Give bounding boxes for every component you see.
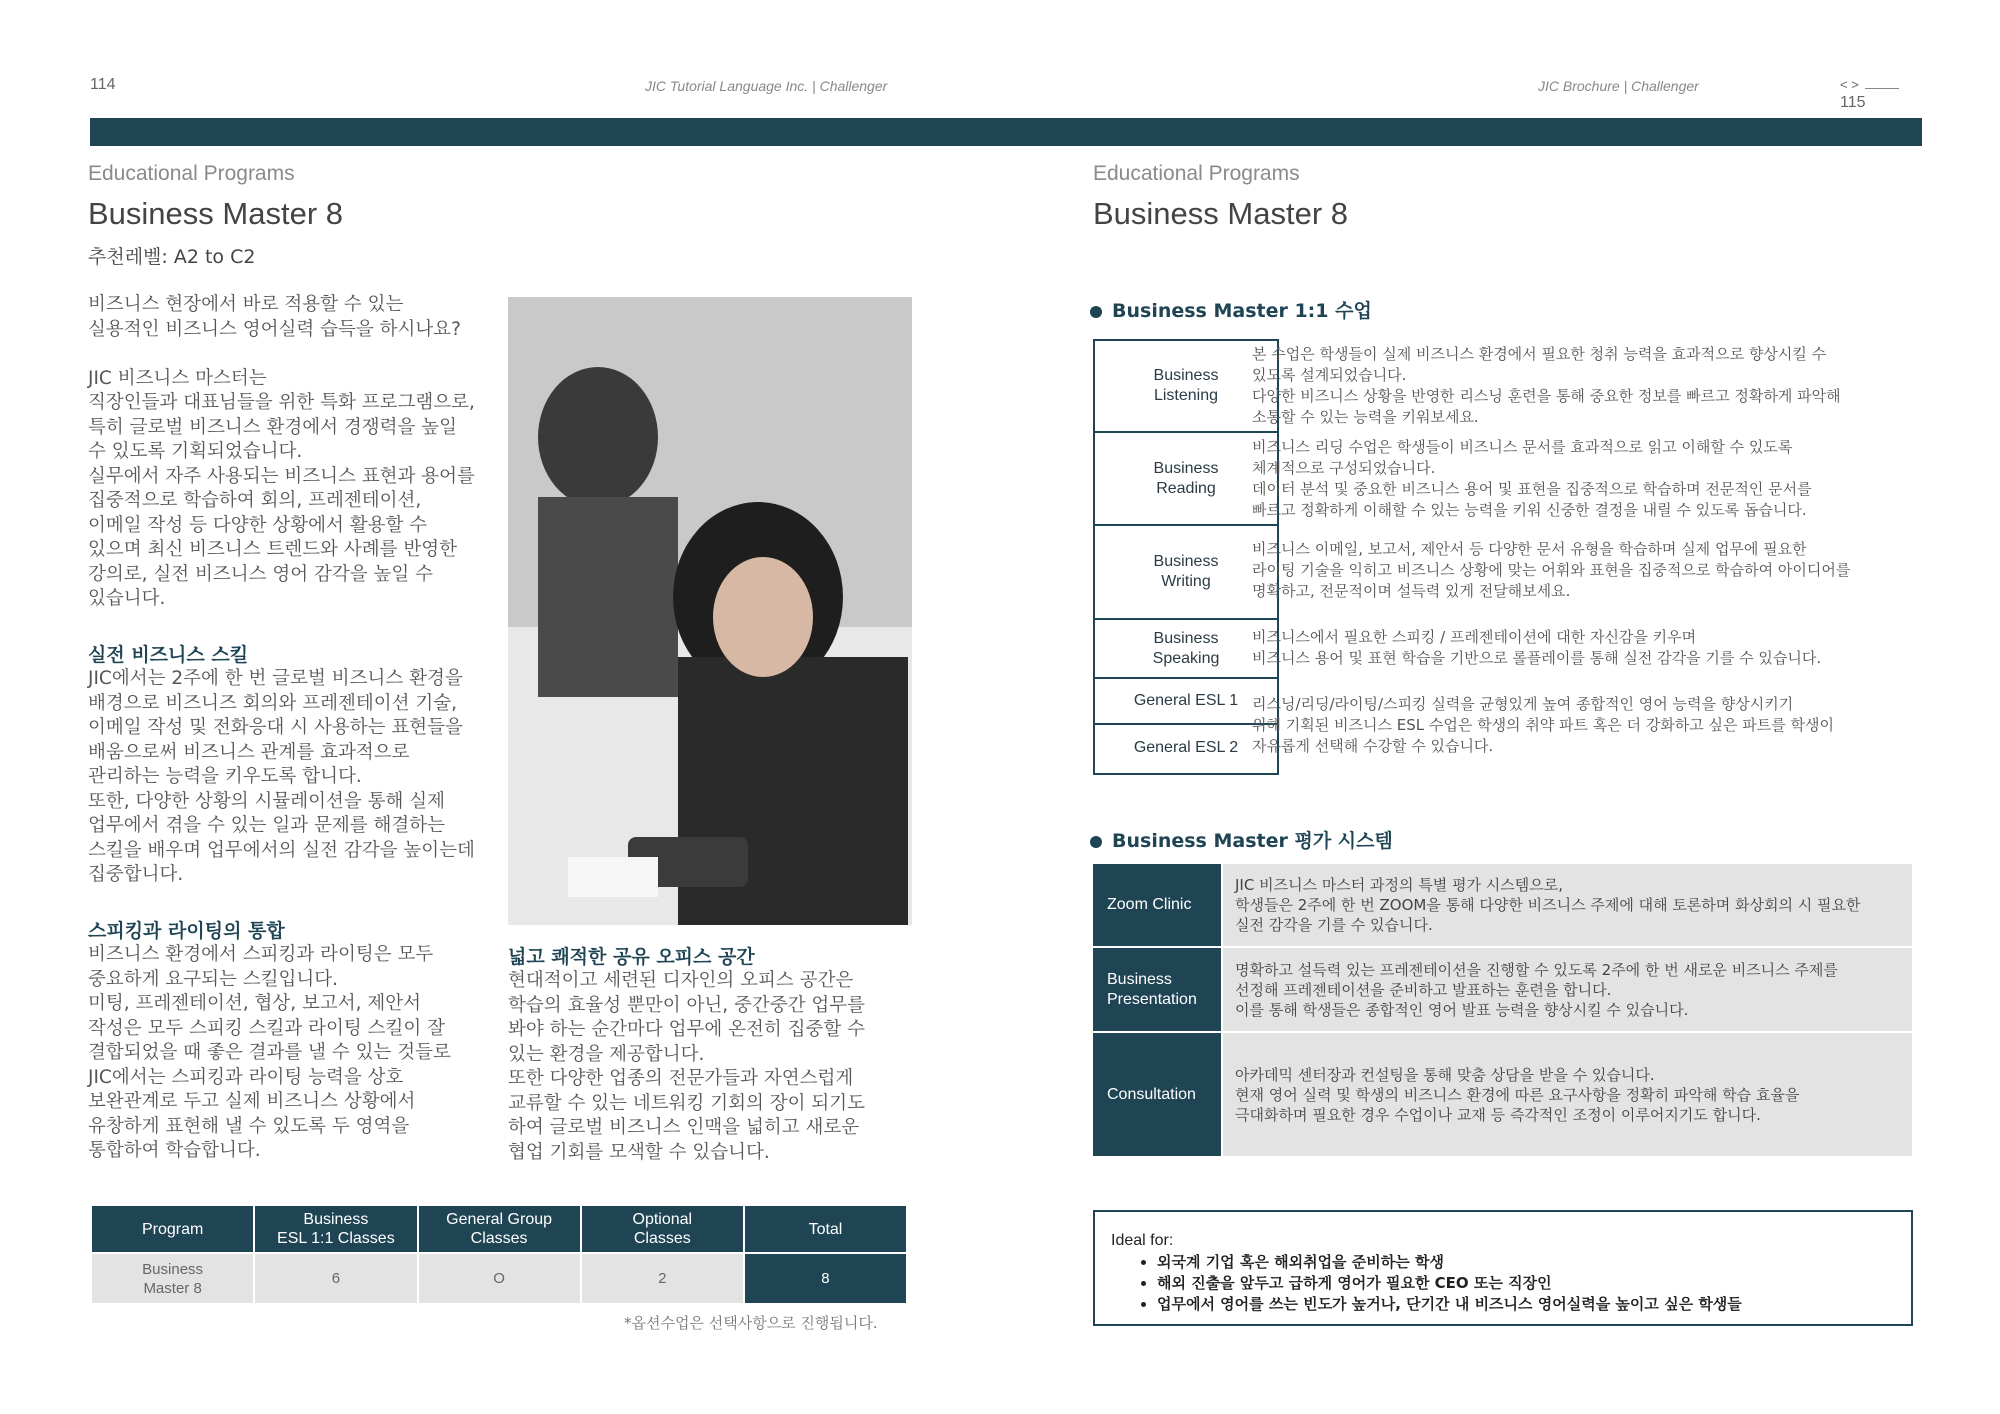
course-desc-speaking: 비즈니스에서 필요한 스피킹 / 프레젠테이션에 대한 자신감을 키우며 비즈니스 용어 및 표현 학습을 기반으로 롤플레이를 통해 실전 감각을 기를 수 있습니다. [1252, 628, 1822, 667]
page-number-left: 114 [90, 76, 116, 93]
course-desc-general-esl: 리스닝/리딩/라이팅/스피킹 실력을 균형있게 높여 종합적인 영어 능력을 향상시키기 위해 기획된 비즈니스 ESL 수업은 학생의 취약 파트 혹은 더 강화하고 싶은 파트를 학생이 자유롭게 선택해 수강할 수 있습니다. [1252, 695, 1835, 755]
bullet-dot [1090, 836, 1102, 848]
eval-label-consultation: Consultation [1093, 1033, 1221, 1156]
table-header-row [92, 1206, 906, 1252]
course-cell-reading: Business Reading [1095, 433, 1277, 526]
kicker-right: Educational Programs [1093, 162, 1300, 185]
course-cell-speaking: Business Speaking [1095, 620, 1277, 679]
section-body-integration: 비즈니스 환경에서 스피킹과 라이팅은 모두 중요하게 요구되는 스킬입니다. 미팅, 프레젠테이션, 협상, 보고서, 제안서 작성은 모두 스피킹 스킬과 라이팅 스킬이 잘 결합되었을 때 좋은 결과를 낼 수 있는 것들로 JIC에서는 스피킹과 라이팅 능력을 상호 보완관계로 두고 실제 비즈니스 상황에서 유창하게 표현해 낼 수 있도록 두 영역을 통합하여 학습합니다. [88, 944, 451, 1161]
ideal-for-box [1093, 1210, 1913, 1326]
intro-paragraph: 비즈니스 현장에서 바로 적용할 수 있는 실용적인 비즈니스 영어실력 습득을 하시나요? JIC 비즈니스 마스터는 직장인들과 대표님들을 위한 특화 프로그램으로, 특히 글로벌 비즈니스 환경에서 경쟁력을 높일 수 있도록 기획되었습니다. 실무에서 자주 사용되는 비즈니스 표현과 용어를 집중적으로 학습하여 회의, 프레젠테이션, 이메일 작성 등 다양한 상황에서 활용할 수 있으며 최신 비즈니스 트렌드와 사례를 반영한 강의로, 실전 비즈니스 영어 감각을 높일 수 있습니다. [88, 294, 475, 609]
recommended-level: 추천레벨: A2 to C2 [88, 246, 256, 268]
eval-desc-consultation: 아카데믹 센터장과 컨설팅을 통해 맞춤 상담을 받을 수 있습니다. 현재 영어 실력 및 학생의 비즈니스 환경에 따른 요구사항을 정확히 파악해 학습 효율을 극대화하며 필요한 경우 수업이나 교재 등 즉각적인 조정이 이루어지기도 합니다. [1223, 1033, 1912, 1156]
section-heading-skills: 실전 비즈니스 스킬 [88, 644, 249, 666]
eval-heading-text: Business Master 평가 시스템 [1112, 830, 1393, 852]
course-desc-listening: 본 수업은 학생들이 실제 비즈니스 환경에서 필요한 청취 능력을 효과적으로 향상시킬 수 있도록 설계되었습니다. 다양한 비즈니스 상황을 반영한 리스닝 훈련을 통해 중요한 정보를 빠르고 정확하게 파악해 소통할 수 있는 능력을 키워보세요. [1252, 345, 1841, 426]
ideal-for-list [1095, 1252, 1957, 1315]
nav-arrows[interactable]: < > [1840, 77, 1859, 92]
list-item: • 업무에서 영어를 쓰는 빈도가 높거나, 단기간 내 비즈니스 영어실력을 높이고 싶은 학생들 [1157, 1294, 1957, 1315]
classroom-photo [508, 297, 912, 925]
page-title-right: Business Master 8 [1093, 196, 1348, 231]
table-cell: 6 [255, 1254, 416, 1303]
classes-heading-text: Business Master 1:1 수업 [1112, 300, 1372, 322]
photo-illustration [508, 297, 912, 925]
bullet-dot [1090, 306, 1102, 318]
table-cell-total: 8 [745, 1254, 906, 1303]
section-heading-office: 넓고 쾌적한 공유 오피스 공간 [508, 946, 755, 968]
course-cell-writing: Business Writing [1095, 526, 1277, 620]
page-title-left: Business Master 8 [88, 196, 343, 231]
ideal-for-label: Ideal for: [1111, 1232, 1174, 1249]
table-cell: Business Master 8 [92, 1254, 253, 1303]
page-nav [1840, 76, 1920, 112]
list-item: • 해외 진출을 앞두고 급하게 영어가 필요한 CEO 또는 직장인 [1157, 1273, 1957, 1294]
header-band [90, 118, 1922, 146]
eval-label-presentation: Business Presentation [1093, 948, 1221, 1031]
table-header-cell: Total [745, 1206, 906, 1252]
course-cell-listening: Business Listening [1095, 341, 1277, 433]
optional-note: *옵션수업은 선택사항으로 진행됩니다. [624, 1314, 878, 1332]
table-header-cell: Business ESL 1:1 Classes [255, 1206, 416, 1252]
eval-heading [1090, 826, 1393, 853]
eval-desc-zoom: JIC 비즈니스 마스터 과정의 특별 평가 시스템으로, 학생들은 2주에 한 번 ZOOM을 통해 다양한 비즈니스 주제에 대해 토론하며 화상회의 시 필요한 실전 감각을 기를 수 있습니다. [1223, 864, 1912, 946]
section-heading-integration: 스피킹과 라이팅의 통합 [88, 920, 285, 942]
course-desc-reading: 비즈니스 리딩 수업은 학생들이 비즈니스 문서를 효과적으로 읽고 이해할 수 있도록 체계적으로 구성되었습니다. 데이터 분석 및 중요한 비즈니스 용어 및 표현을 집중적으로 학습하며 전문적인 문서를 빠르고 정확하게 이해할 수 있는 능력을 키워 신중한 결정을 내릴 수 있도록 돕습니다. [1252, 438, 1812, 519]
program-summary-table [90, 1204, 908, 1305]
kicker-left: Educational Programs [88, 162, 295, 185]
table-header-cell: Optional Classes [582, 1206, 743, 1252]
eval-desc-presentation: 명확하고 설득력 있는 프레젠테이션을 진행할 수 있도록 2주에 한 번 새로운 비즈니스 주제를 선정해 프레젠테이션을 준비하고 발표하는 훈련을 합니다. 이를 통해 학생들은 종합적인 영어 발표 능력을 향상시킬 수 있습니다. [1223, 948, 1912, 1031]
eval-label-zoom: Zoom Clinic [1093, 864, 1221, 946]
section-body-office: 현대적이고 세련된 디자인의 오피스 공간은 학습의 효율성 뿐만이 아닌, 중간중간 업무를 봐야 하는 순간마다 업무에 온전히 집중할 수 있는 환경을 제공합니다. 또한 다양한 업종의 전문가들과 자연스럽게 교류할 수 있는 네트워킹 기회의 장이 되기도 하여 글로벌 비즈니스 인맥을 넓히고 새로운 협업 기회를 모색할 수 있습니다. [508, 970, 865, 1163]
course-desc-writing: 비즈니스 이메일, 보고서, 제안서 등 다양한 문서 유형을 학습하며 실제 업무에 필요한 라이팅 기술을 익히고 비즈니스 상황에 맞는 어휘와 표현을 집중적으로 학습하여 아이디어를 명확하고, 전문적이며 설득력 있게 전달해보세요. [1252, 540, 1851, 600]
course-cell-esl2: General ESL 2 [1133, 739, 1239, 756]
running-header-right: JIC Brochure | Challenger [1538, 78, 1699, 94]
table-cell: 2 [582, 1254, 743, 1303]
table-cell: O [419, 1254, 580, 1303]
section-body-skills: JIC에서는 2주에 한 번 글로벌 비즈니스 환경을 배경으로 비즈니즈 회의와 프레젠테이션 기술, 이메일 작성 및 전화응대 시 사용하는 표현들을 배움으로써 비즈니스 관계를 효과적으로 관리하는 능력을 키우도록 합니다. 또한, 다양한 상황의 시뮬레이션을 통해 실제 업무에서 겪을 수 있는 일과 문제를 해결하는 스킬을 배우며 업무에서의 실전 감각을 높이는데 집중합니다. [88, 668, 475, 885]
table-header-cell: Program [92, 1206, 253, 1252]
table-row [92, 1254, 906, 1303]
running-header-left: JIC Tutorial Language Inc. | Challenger [645, 78, 888, 94]
table-header-cell: General Group Classes [419, 1206, 580, 1252]
page-number-right: 115 [1840, 94, 1866, 111]
course-cell-esl1: General ESL 1 [1095, 679, 1277, 725]
list-item: • 외국계 기업 혹은 해외취업을 준비하는 학생 [1157, 1252, 1957, 1273]
classes-heading [1090, 296, 1372, 323]
